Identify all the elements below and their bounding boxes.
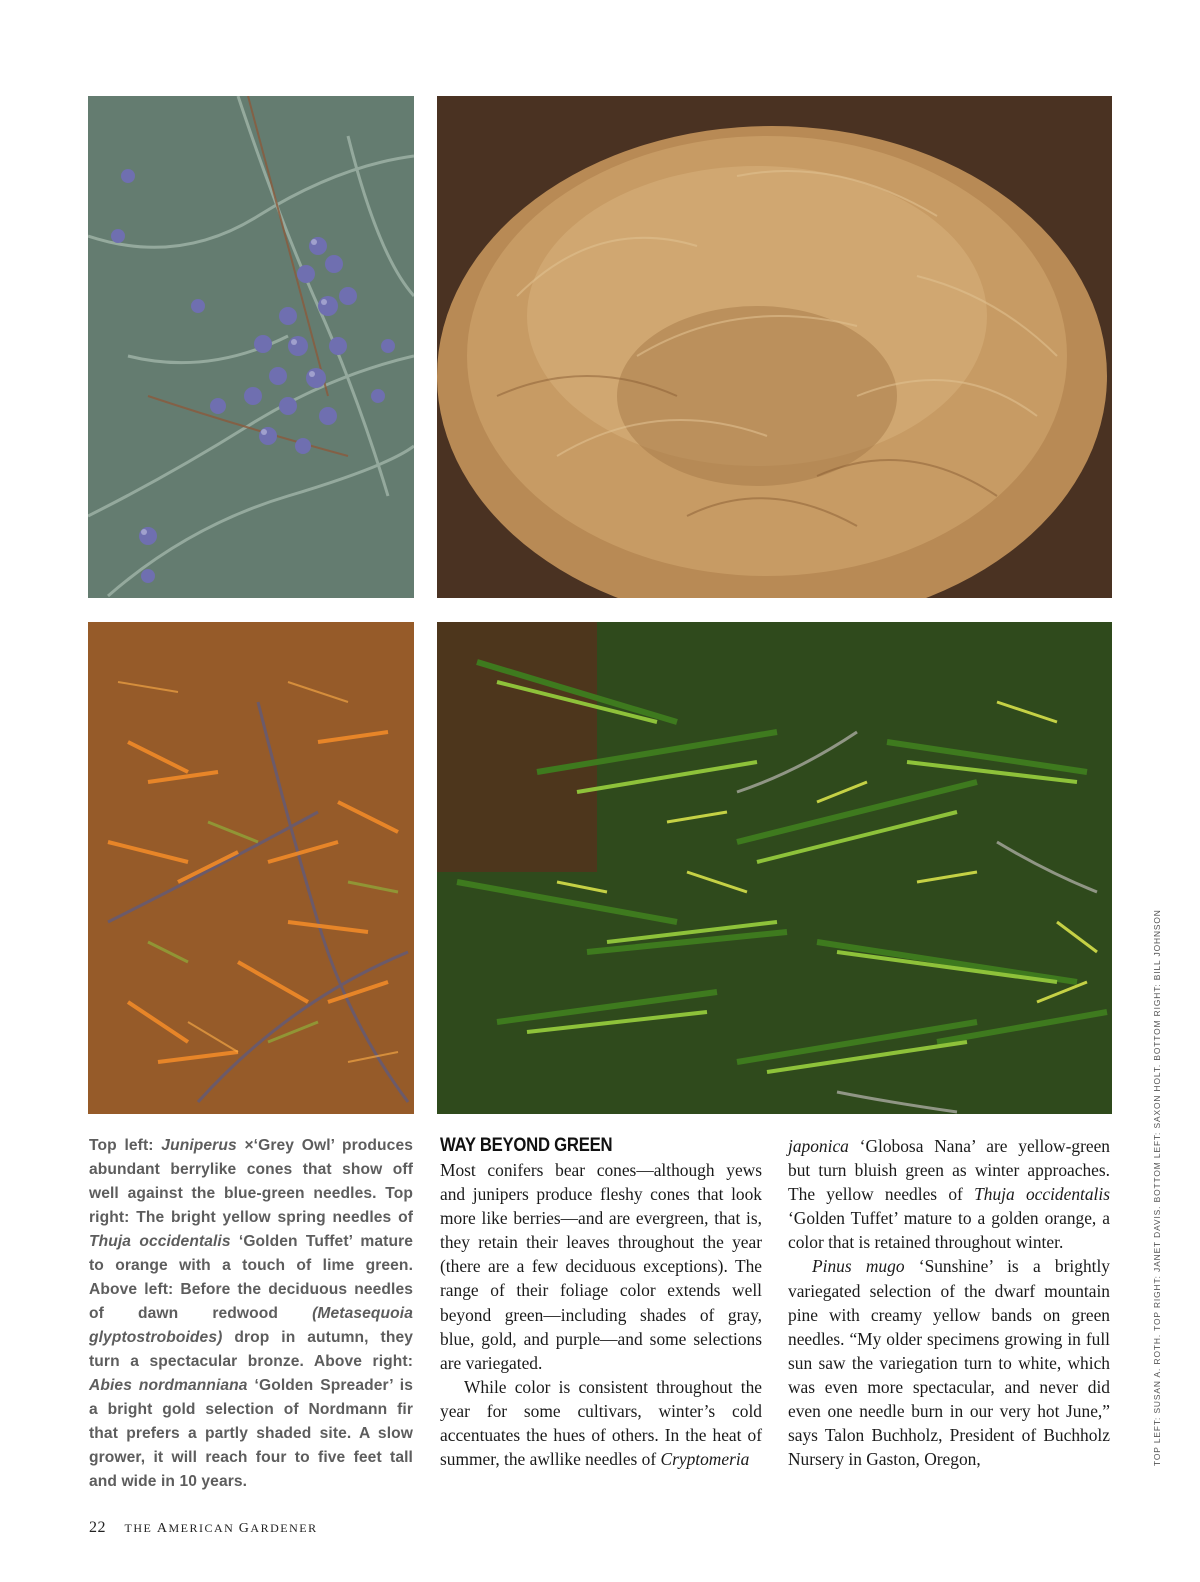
pub-part: ARDENER xyxy=(250,1521,318,1535)
page-number: 22 xyxy=(89,1519,106,1536)
photo-caption xyxy=(89,1134,413,1494)
photo-juniper-grey-owl xyxy=(88,96,414,598)
caption-text: Top left: xyxy=(89,1137,162,1154)
photo-credit: TOP LEFT: SUSAN A. ROTH. TOP RIGHT: JANET DAVIS. BOTTOM LEFT: SAXON HOLT. BOTTOM RIGHT: BILL JOHNSON xyxy=(1152,909,1162,1466)
article-column-2 xyxy=(788,1134,1110,1471)
article-italic: Thuja occidentalis xyxy=(974,1184,1110,1205)
article-italic: japonica xyxy=(788,1136,849,1156)
article-text: ‘Golden Tuffet’ mature to a golden orange, a color that is retained throughout winter. xyxy=(788,1208,1110,1253)
pub-part: G xyxy=(238,1521,251,1536)
article-paragraph xyxy=(788,1134,1110,1254)
caption-italic: (Metasequoia glyptostroboides) xyxy=(89,1305,413,1346)
article-text: ‘Globosa Nana’ are yellow-green but turn bluish green as winter approaches. The yellow needles of xyxy=(788,1136,1110,1205)
page-footer xyxy=(89,1519,318,1537)
article-column-1 xyxy=(440,1134,762,1471)
article-paragraph xyxy=(440,1375,762,1471)
caption-italic: Juniperus xyxy=(161,1137,237,1154)
photo-golden-spreader-fir xyxy=(437,622,1112,1114)
pub-part: MERICAN xyxy=(168,1521,239,1535)
photo-thuja-golden-tuffet xyxy=(437,96,1112,598)
pub-part: A xyxy=(156,1521,169,1536)
article-text: ‘Sunshine’ is a brightly variegated selection of the dwarf mountain pine with creamy yellow bands on green needles. “My older specimens growing in full sun saw the variegation turn to white, which was even more spectacular, and never did even one needle burn in our very hot June,” says Talon Buchholz, President of Buchholz Nursery in Gaston, Oregon, xyxy=(788,1256,1110,1470)
article-paragraph: Most conifers bear cones—although yews and junipers produce fleshy cones that look more like berries—and are evergreen, that is, they retain their leaves throughout the year (there are a few deciduous exceptions). The range of their foliage color extends well beyond green—including shades of gray, blue, gold, and purple—and some selections are variegated. xyxy=(440,1160,762,1373)
caption-italic: Thuja occidentalis xyxy=(89,1233,231,1250)
caption-text: ‘Golden Spreader’ is a bright gold selection of Nordmann fir that prefers a partly shaded site. A slow grower, it will reach four to five feet tall and wide in 10 years. xyxy=(89,1377,413,1490)
caption-text: ×‘Grey Owl’ produces abundant berrylike cones that show off well against the blue-green needles. Top right: The bright yellow spring needles of xyxy=(89,1137,413,1226)
photo-dawn-redwood xyxy=(88,622,414,1114)
article-paragraph xyxy=(788,1254,1110,1471)
caption-text: drop in autumn, they turn a spectacular bronze. Above right: xyxy=(89,1329,413,1370)
article-italic: Cryptomeria xyxy=(660,1449,750,1470)
article-italic: Pinus mugo xyxy=(812,1256,905,1277)
caption-italic: Abies nordmanniana xyxy=(89,1377,248,1394)
article-heading: WAY BEYOND GREEN xyxy=(440,1135,613,1156)
publication-name xyxy=(125,1521,318,1535)
article-text: While color is consistent throughout the year for some cultivars, winter’s cold accentuates the hues of others. In the heat of summer, the awllike needles of xyxy=(440,1376,762,1470)
pub-part: THE xyxy=(124,1521,157,1535)
caption-text: ‘Golden Tuffet’ mature to orange with a touch of lime green. Above left: Before the deciduous needles of dawn redwood xyxy=(89,1233,414,1322)
